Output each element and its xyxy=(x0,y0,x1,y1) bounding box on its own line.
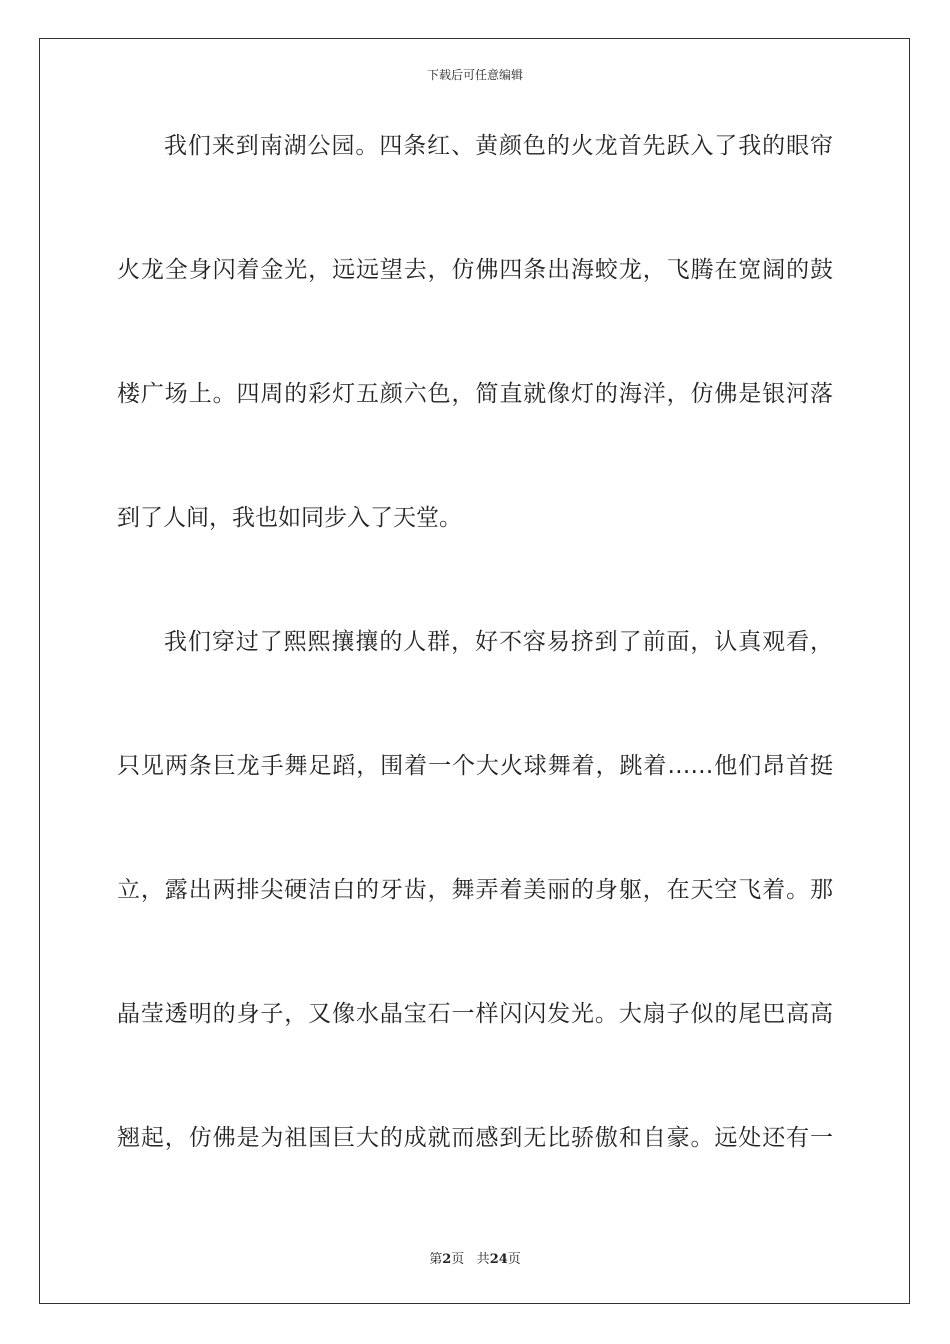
paragraph-line: 到了人间，我也如同步入了天堂。 xyxy=(117,505,462,531)
page-number-prefix: 第 xyxy=(429,1252,443,1267)
page-total-prefix: 共 xyxy=(476,1252,490,1267)
paragraph-line: 翘起，仿佛是为祖国巨大的成就而感到无比骄傲和自豪。远处还有一 xyxy=(117,1125,833,1151)
paragraph-line: 火龙全身闪着金光，远远望去，仿佛四条出海蛟龙，飞腾在宽阔的鼓 xyxy=(117,257,833,283)
paragraph-line: 楼广场上。四周的彩灯五颜六色，简直就像灯的海洋，仿佛是银河落 xyxy=(117,381,833,407)
paragraph-line: 我们来到南湖公园。四条红、黄颜色的火龙首先跃入了我的眼帘 xyxy=(164,133,833,159)
paragraph-line: 晶莹透明的身子，又像水晶宝石一样闪闪发光。大扇子似的尾巴高高 xyxy=(117,1001,833,1027)
page-number-current: 2 xyxy=(442,1252,452,1267)
paragraph-line: 立，露出两排尖硬洁白的牙齿，舞弄着美丽的身躯，在天空飞着。那 xyxy=(117,877,833,903)
page-number-unit: 页 xyxy=(451,1252,465,1267)
page-total-unit: 页 xyxy=(507,1252,521,1267)
paragraph-line: 我们穿过了熙熙攘攘的人群，好不容易挤到了前面，认真观看， xyxy=(164,629,833,655)
paragraph-line: 只见两条巨龙手舞足蹈，围着一个大火球舞着，跳着……他们昂首挺 xyxy=(117,753,833,779)
page-total-count: 24 xyxy=(489,1252,508,1267)
page-footer xyxy=(0,1248,950,1267)
page-border xyxy=(39,38,910,1304)
page-header: 下载后可任意编辑 xyxy=(426,68,523,82)
